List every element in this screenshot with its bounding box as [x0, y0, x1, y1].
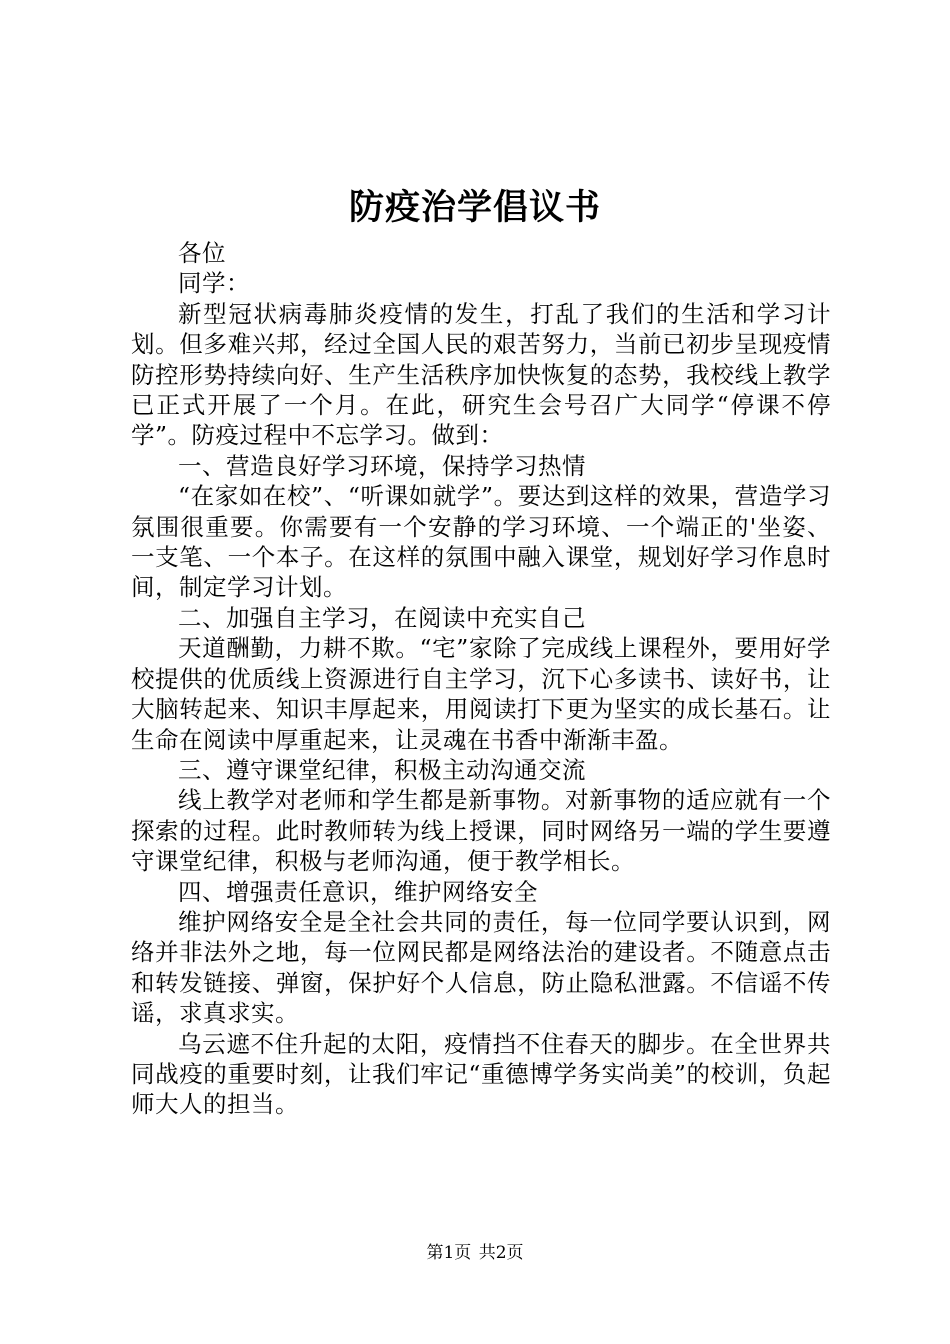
page-title: 防疫治学倡议书: [348, 187, 601, 228]
section-paragraph-1: “在家如在校”、“听课如就学”。要达到这样的效果，营造学习氛围很重要。你需要有一个安静的学习环境、一个端正的'坐姿、一支笔、一个本子。在这样的氛围中融入课堂，规划好学习作息时间，制定学习计划。: [131, 482, 831, 602]
section-paragraph-3: 线上教学对老师和学生都是新事物。对新事物的适应就有一个探索的过程。此时教师转为线上授课，同时网络另一端的学生要遵守课堂纪律，积极与老师沟通，便于教学相长。: [131, 786, 831, 876]
section-paragraph-2: 天道酬勤，力耕不欺。“宅”家除了完成线上课程外，要用好学校提供的优质线上资源进行自主学习，沉下心多读书、读好书，让大脑转起来、知识丰厚起来，用阅读打下更为坚实的成长基石。让生命在阅读中厚重起来，让灵魂在书香中渐渐丰盈。: [131, 634, 831, 754]
section-heading-1: 一、营造良好学习环境，保持学习热情: [178, 451, 586, 480]
section-heading-3: 三、遵守课堂纪律，积极主动沟通交流: [178, 755, 586, 784]
closing-paragraph: 乌云遮不住升起的太阳，疫情挡不住春天的脚步。在全世界共同战疫的重要时刻，让我们牢记“重德博学务实尚美”的校训，负起师大人的担当。: [131, 1029, 831, 1119]
section-heading-2: 二、加强自主学习，在阅读中充实自己: [178, 603, 586, 632]
intro-paragraph: 新型冠状病毒肺炎疫情的发生，打乱了我们的生活和学习计划。但多难兴邦，经过全国人民的艰苦努力，当前已初步呈现疫情防控形势持续向好、生产生活秩序加快恢复的态势，我校线上教学已正式开展了一个月。在此，研究生会号召广大同学“停课不停学”。防疫过程中不忘学习。做到：: [131, 299, 831, 450]
document-body: [131, 238, 831, 1120]
greeting-line: 各位: [178, 239, 226, 267]
page-indicator: 第1页 共2页: [426, 1243, 524, 1263]
salutation-line: 同学：: [178, 269, 250, 298]
section-heading-4: 四、增强责任意识，维护网络安全: [178, 877, 538, 906]
section-paragraph-4: 维护网络安全是全社会共同的责任，每一位同学要认识到，网络并非法外之地，每一位网民都是网络法治的建设者。不随意点击和转发链接、弹窗，保护好个人信息，防止隐私泄露。不信谣不传谣，求真求实。: [131, 907, 831, 1028]
